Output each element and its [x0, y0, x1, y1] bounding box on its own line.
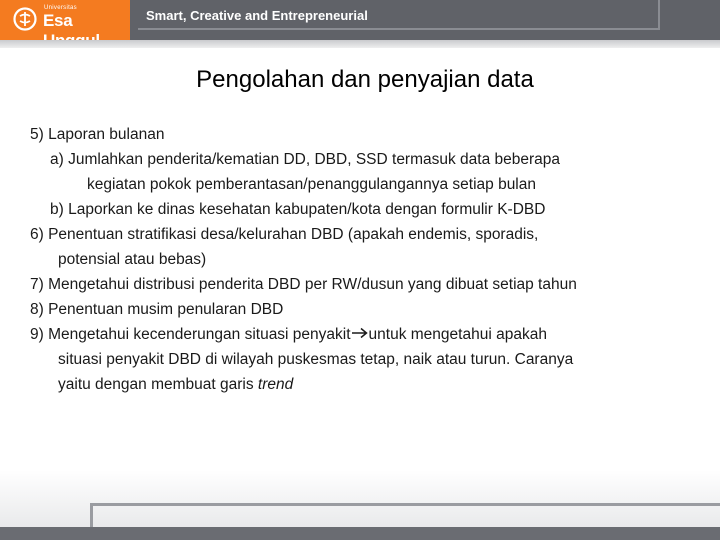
list-item: situasi penyakit DBD di wilayah puskesmas tetap, naik atau turun. Caranya	[58, 351, 574, 368]
list-item: kegiatan pokok pemberantasan/penanggulangannya setiap bulan	[87, 176, 536, 193]
footer-frame	[90, 503, 720, 527]
right-arrow-icon	[351, 327, 369, 339]
slide-title: Pengolahan dan penyajian data	[196, 66, 534, 93]
list-item	[30, 322, 700, 347]
list-item: 7) Mengetahui distribusi penderita DBD per RW/dusun yang dibuat setiap tahun	[30, 276, 577, 293]
list-item-text: untuk mengetahui apakah	[368, 326, 547, 343]
list-item: a) Jumlahkan penderita/kematian DD, DBD, SSD termasuk data beberapa	[50, 151, 561, 168]
header-bar	[0, 0, 720, 40]
list-item	[30, 372, 700, 397]
footer-bar	[0, 527, 720, 540]
list-item-text: 9) Mengetahui kecenderungan situasi penyakit	[30, 326, 351, 343]
list-item: potensial atau bebas)	[58, 251, 207, 268]
slide-body	[30, 122, 700, 397]
list-item: 8) Penentuan musim penularan DBD	[30, 301, 284, 318]
separator-bar	[0, 40, 720, 48]
emphasis-text: trend	[257, 376, 294, 393]
list-item-text: yaitu dengan membuat garis	[58, 376, 258, 393]
list-item: 6) Penentuan stratifikasi desa/kelurahan DBD (apakah endemis, sporadis,	[30, 226, 539, 243]
logo-small-text: Universitas	[44, 5, 77, 11]
tagline: Smart, Creative and Entrepreneurial	[146, 8, 368, 23]
logo-text: Esa	[43, 11, 73, 30]
logo	[0, 0, 130, 40]
list-item: 5) Laporan bulanan	[30, 126, 165, 143]
university-logo-icon	[13, 7, 37, 31]
list-item: b) Laporkan ke dinas kesehatan kabupaten/kota dengan formulir K-DBD	[50, 201, 546, 218]
